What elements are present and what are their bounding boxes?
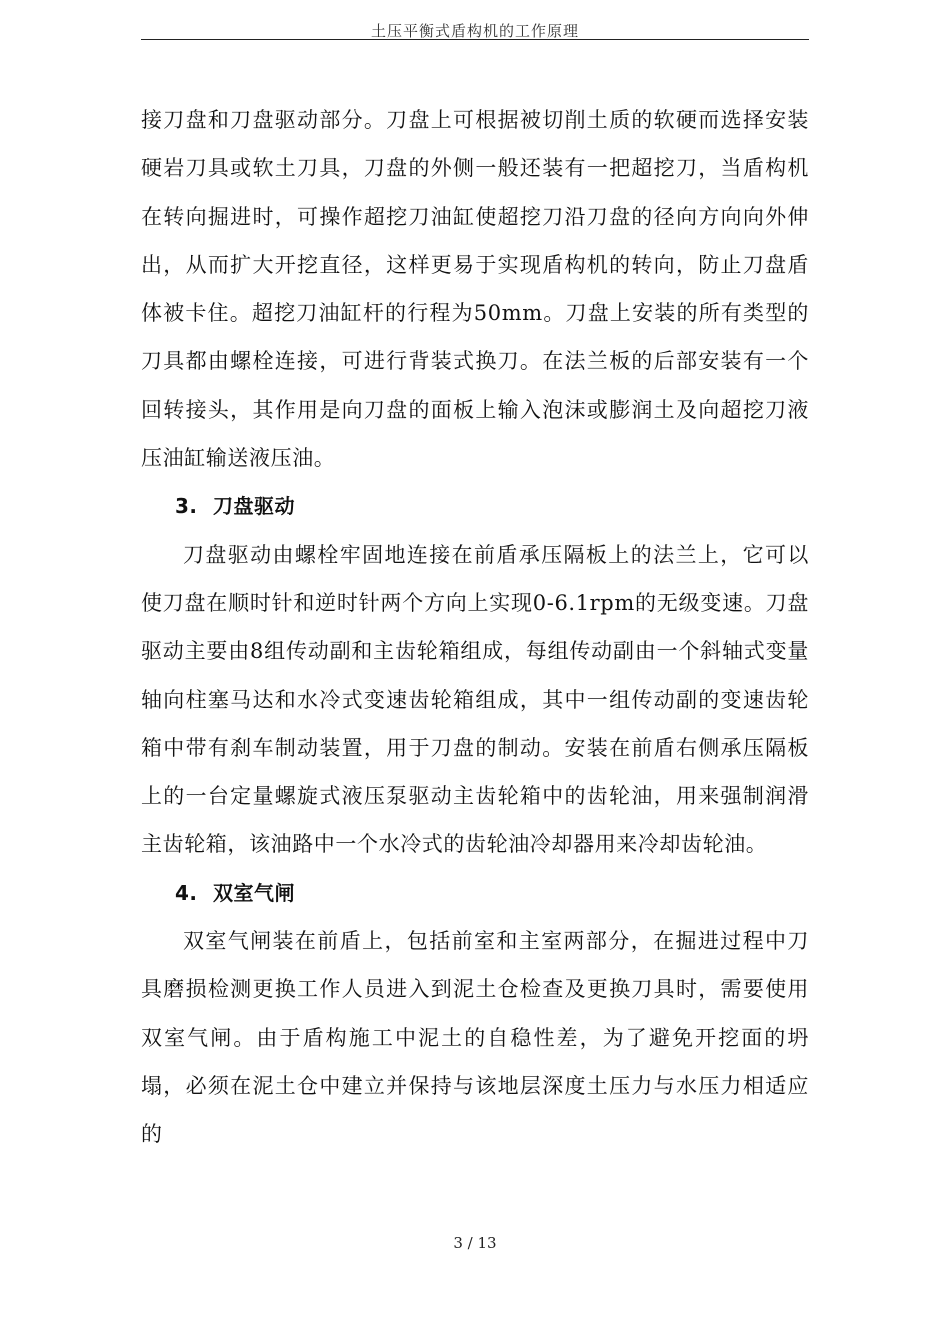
section-number: 3. bbox=[175, 494, 198, 519]
section-number: 4. bbox=[175, 880, 198, 905]
page-number: 3 / 13 bbox=[453, 1234, 497, 1252]
body-paragraph: 刀盘驱动由螺栓牢固地连接在前盾承压隔板上的法兰上，它可以使刀盘在顺时针和逆时针两个方向上实现0-6.1rpm的无级变速。刀盘驱动主要由8组传动副和主齿轮箱组成，每组传动副由一个斜轴式变量轴向柱塞马达和水冷式变速齿轮箱组成，其中一组传动副的变速齿轮箱中带有刹车制动装置，用于刀盘的制动。安装在前盾右侧承压隔板上的一台定量螺旋式液压泵驱动主齿轮箱中的齿轮油，用来强制润滑主齿轮箱，该油路中一个水冷式的齿轮油冷却器用来冷却齿轮油。 bbox=[141, 542, 809, 857]
section-title: 刀盘驱动 bbox=[213, 494, 295, 519]
body-paragraph: 双室气闸装在前盾上，包括前室和主室两部分，在掘进过程中刀具磨损检测更换工作人员进入到泥土仓检查及更换刀具时，需要使用双室气闸。由于盾构施工中泥土的自稳性差，为了避免开挖面的坍塌，必须在泥土仓中建立并保持与该地层深度土压力与水压力相适应的 bbox=[141, 929, 809, 1147]
header-divider bbox=[141, 39, 809, 40]
body-paragraph: 接刀盘和刀盘驱动部分。刀盘上可根据被切削土质的软硬而选择安装硬岩刀具或软土刀具，刀盘的外侧一般还装有一把超挖刀，当盾构机在转向掘进时，可操作超挖刀油缸使超挖刀沿刀盘的径向方向向外伸出，从而扩大开挖直径，这样更易于实现盾构机的转向，防止刀盘盾体被卡住。超挖刀油缸杆的行程为50mm。刀盘上安装的所有类型的刀具都由螺栓连接，可进行背装式换刀。在法兰板的后部安装有一个回转接头，其作用是向刀盘的面板上输入泡沫或膨润土及向超挖刀液压油缸输送液压油。 bbox=[141, 108, 809, 471]
document-body bbox=[141, 96, 809, 1159]
section-heading bbox=[141, 482, 809, 530]
page-header-title: 土压平衡式盾构机的工作原理 bbox=[370, 22, 579, 40]
section-heading bbox=[141, 869, 809, 917]
section-title: 双室气闸 bbox=[213, 880, 295, 905]
